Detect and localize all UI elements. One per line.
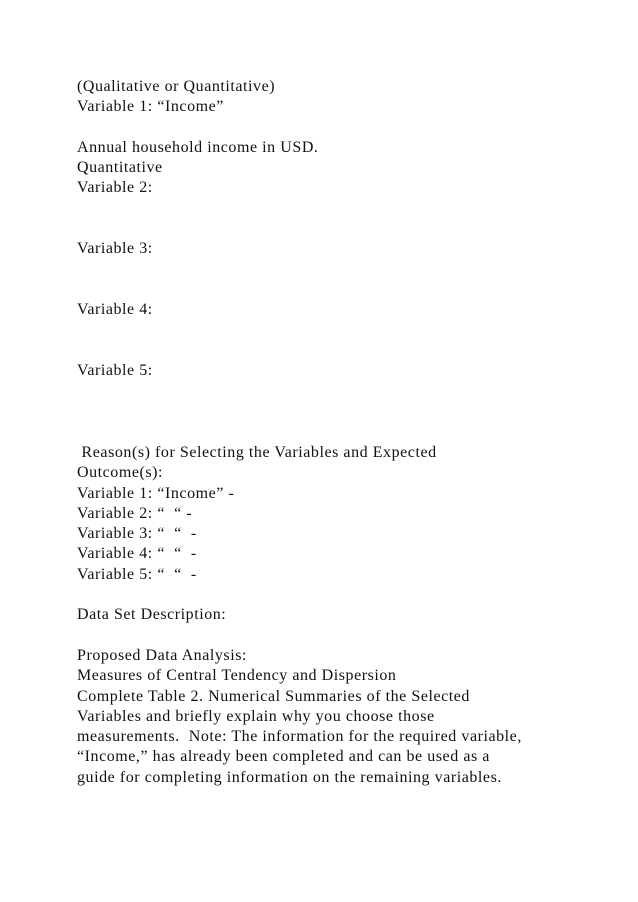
reason-variable-4: Variable 4: “ “ -	[77, 545, 197, 563]
paragraph-line-3: measurements. Note: The information for the required variable,	[77, 728, 522, 746]
paragraph-line-2: Variables and briefly explain why you choose those	[77, 707, 435, 725]
type-heading: (Qualitative or Quantitative)	[77, 78, 276, 95]
reason-variable-2: Variable 2: “ “ -	[77, 504, 193, 522]
blank-space	[77, 321, 617, 362]
analysis-heading: Proposed Data Analysis:	[77, 646, 247, 664]
blank-space	[77, 260, 617, 301]
blank-line	[77, 626, 617, 646]
reason-variable-1: Variable 1: “Income” -	[77, 484, 235, 502]
blank-space	[77, 381, 617, 443]
reason-variable-3: Variable 3: “ “ -	[77, 525, 197, 543]
reasons-heading-line-1: Reason(s) for Selecting the Variables and Expected	[77, 443, 437, 461]
data-set-heading: Data Set Description:	[77, 606, 227, 624]
variable-3-title: Variable 3:	[77, 240, 153, 258]
blank-space	[77, 199, 617, 240]
document-body	[77, 77, 617, 788]
variable-2-title: Variable 2:	[77, 179, 153, 197]
reasons-heading-line-2: Outcome(s):	[77, 464, 164, 482]
variable-1-type: Quantitative	[77, 159, 163, 177]
variable-1-description: Annual household income in USD.	[77, 138, 319, 156]
blank-line	[77, 118, 617, 138]
paragraph-line-4: “Income,” has already been completed and can be used as a	[77, 748, 490, 766]
paragraph-line-5: guide for completing information on the remaining variables.	[77, 768, 502, 786]
reason-variable-5: Variable 5: “ “ -	[77, 565, 197, 583]
measures-heading: Measures of Central Tendency and Dispersion	[77, 667, 397, 685]
variable-5-title: Variable 5:	[77, 362, 153, 380]
variable-4-title: Variable 4:	[77, 301, 153, 319]
variable-1-title: Variable 1: “Income”	[77, 98, 224, 116]
paragraph-line-1: Complete Table 2. Numerical Summaries of the Selected	[77, 687, 470, 705]
blank-line	[77, 585, 617, 605]
